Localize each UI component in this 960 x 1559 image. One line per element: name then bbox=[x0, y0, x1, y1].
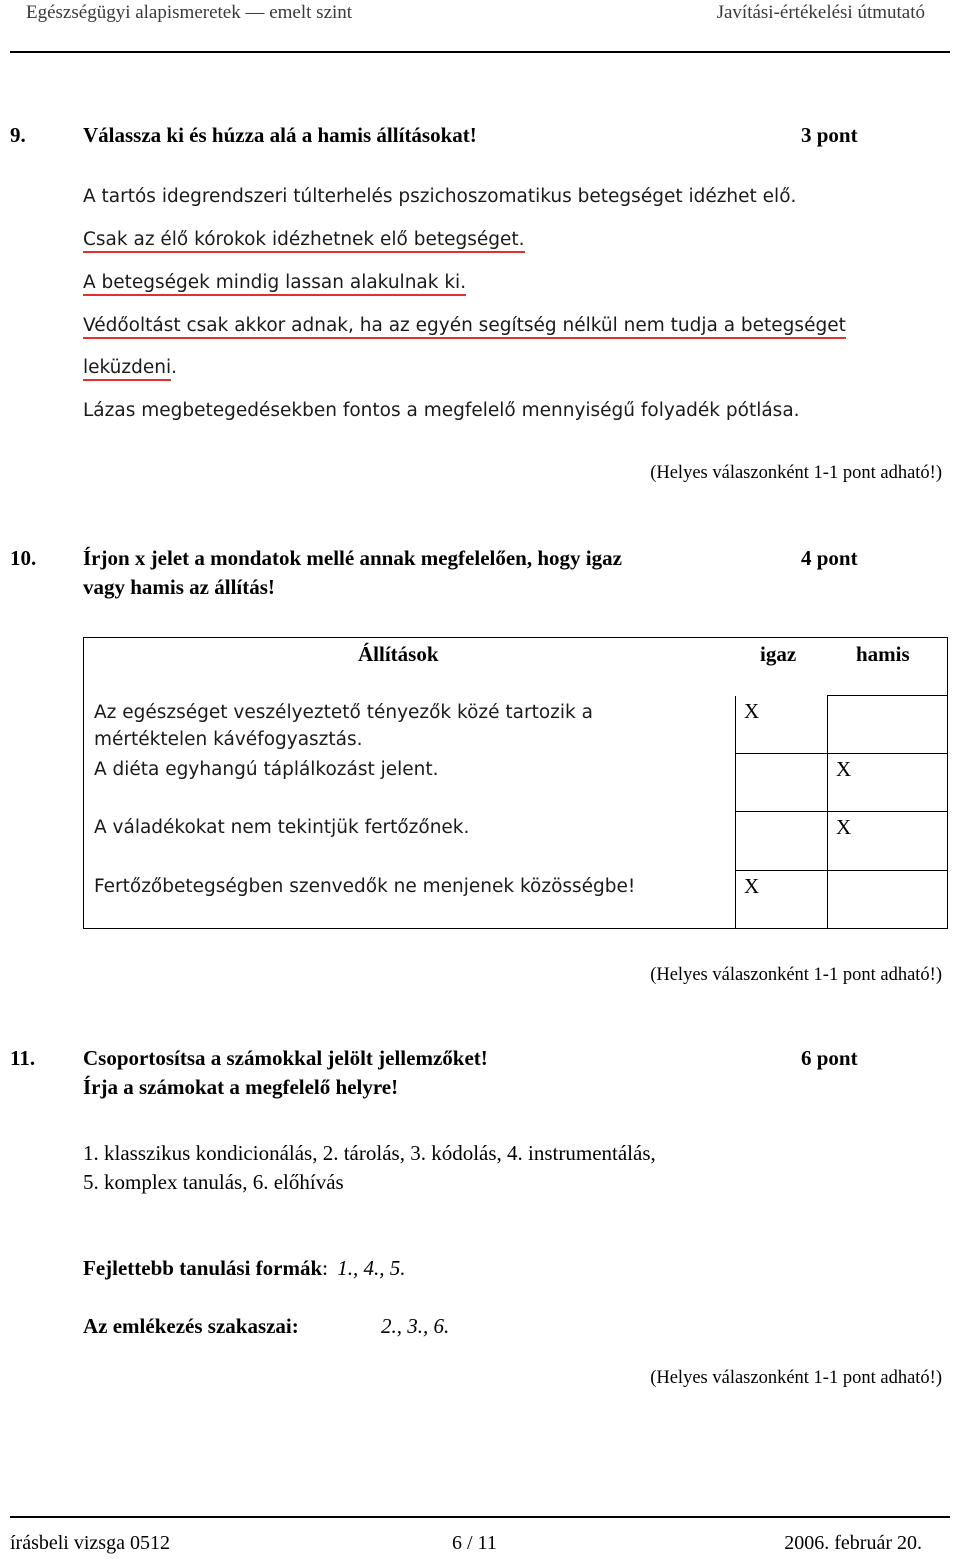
q9-statement-4-period: . bbox=[171, 357, 177, 378]
q11-answer1-colon: : bbox=[322, 1256, 328, 1280]
q11-title-line2: Írja a számokat a megfelelő helyre! bbox=[83, 1075, 399, 1099]
q11-points: 6 pont bbox=[801, 1046, 858, 1070]
q9-number: 9. bbox=[10, 123, 26, 147]
table-col-divider-2 bbox=[827, 696, 828, 929]
q11-answer1-label: Fejlettebb tanulási formák bbox=[83, 1256, 323, 1280]
q11-answer1-value: 1., 4., 5. bbox=[337, 1256, 406, 1280]
q11-answer2-value: 2., 3., 6. bbox=[381, 1314, 450, 1338]
q10-points: 4 pont bbox=[801, 546, 858, 570]
q11-title-line1: Csoportosítsa a számokkal jelölt jellemzőket! bbox=[83, 1046, 488, 1070]
table-col-divider-1 bbox=[735, 696, 736, 929]
q9-statement-4: Védőoltást csak akkor adnak, ha az egyén segítség nélkül nem tudja a betegséget bbox=[83, 315, 846, 339]
table-row-1-line2: mértéktelen kávéfogyasztás. bbox=[94, 729, 363, 750]
header-rule bbox=[10, 51, 950, 53]
q9-statement-1: A tartós idegrendszeri túlterhelés pszichoszomatikus betegséget idézhet elő. bbox=[83, 186, 797, 207]
table-header-igaz: igaz bbox=[760, 642, 797, 666]
q9-note: (Helyes válaszonként 1-1 pont adható!) bbox=[650, 463, 942, 483]
q9-points: 3 pont bbox=[801, 123, 858, 147]
table-header-hamis: hamis bbox=[856, 642, 910, 666]
table-row-4-igaz: X bbox=[744, 874, 760, 898]
table-row-1-line1: Az egészséget veszélyeztető tényezők közé tartozik a bbox=[94, 702, 593, 723]
q10-note: (Helyes válaszonként 1-1 pont adható!) bbox=[650, 965, 942, 985]
table-row-3-line1: A váladékokat nem tekintjük fertőzőnek. bbox=[94, 817, 470, 838]
q10-title-line1: Írjon x jelet a mondatok mellé annak megfelelően, hogy igaz bbox=[83, 546, 622, 570]
footer-rule bbox=[10, 1516, 950, 1518]
q11-note: (Helyes válaszonként 1-1 pont adható!) bbox=[650, 1368, 942, 1388]
footer-page-number: 6 / 11 bbox=[452, 1532, 497, 1554]
table-row-2-line1: A diéta egyhangú táplálkozást jelent. bbox=[94, 759, 439, 780]
table-row-line-3 bbox=[735, 870, 948, 871]
q10-table bbox=[83, 637, 948, 929]
table-row-line-2 bbox=[735, 811, 948, 812]
q11-list-line2: 5. komplex tanulás, 6. előhívás bbox=[83, 1170, 344, 1194]
q9-statement-4-cont: leküzdeni bbox=[83, 357, 171, 381]
table-row-3-hamis: X bbox=[836, 815, 852, 839]
footer-date: 2006. február 20. bbox=[784, 1532, 922, 1554]
q9-statement-5: Lázas megbetegedésekben fontos a megfelelő mennyiségű folyadék pótlása. bbox=[83, 400, 800, 421]
header-right: Javítási-értékelési útmutató bbox=[716, 2, 925, 23]
header-left: Egészségügyi alapismeretek — emelt szint bbox=[26, 2, 353, 23]
table-row-line-1 bbox=[735, 753, 948, 754]
table-header-statements: Állítások bbox=[358, 642, 439, 666]
q10-title-line2: vagy hamis az állítás! bbox=[83, 575, 275, 599]
table-row-2-hamis: X bbox=[836, 757, 852, 781]
q11-number: 11. bbox=[10, 1046, 36, 1070]
q10-number: 10. bbox=[10, 546, 37, 570]
footer-left: írásbeli vizsga 0512 bbox=[10, 1532, 170, 1554]
q9-statement-2: Csak az élő kórokok idézhetnek elő betegséget. bbox=[83, 229, 525, 253]
table-row-1-igaz: X bbox=[744, 699, 760, 723]
q9-title: Válassza ki és húzza alá a hamis állításokat! bbox=[83, 123, 477, 147]
q11-answer2-label: Az emlékezés szakaszai: bbox=[83, 1314, 299, 1338]
table-header-line bbox=[827, 695, 948, 696]
q11-answer-1 bbox=[83, 1256, 406, 1281]
table-row-4-line1: Fertőzőbetegségben szenvedők ne menjenek közösségbe! bbox=[94, 876, 636, 897]
q11-list-line1: 1. klasszikus kondicionálás, 2. tárolás, 3. kódolás, 4. instrumentálás, bbox=[83, 1141, 656, 1165]
q9-statement-3: A betegségek mindig lassan alakulnak ki. bbox=[83, 272, 466, 296]
